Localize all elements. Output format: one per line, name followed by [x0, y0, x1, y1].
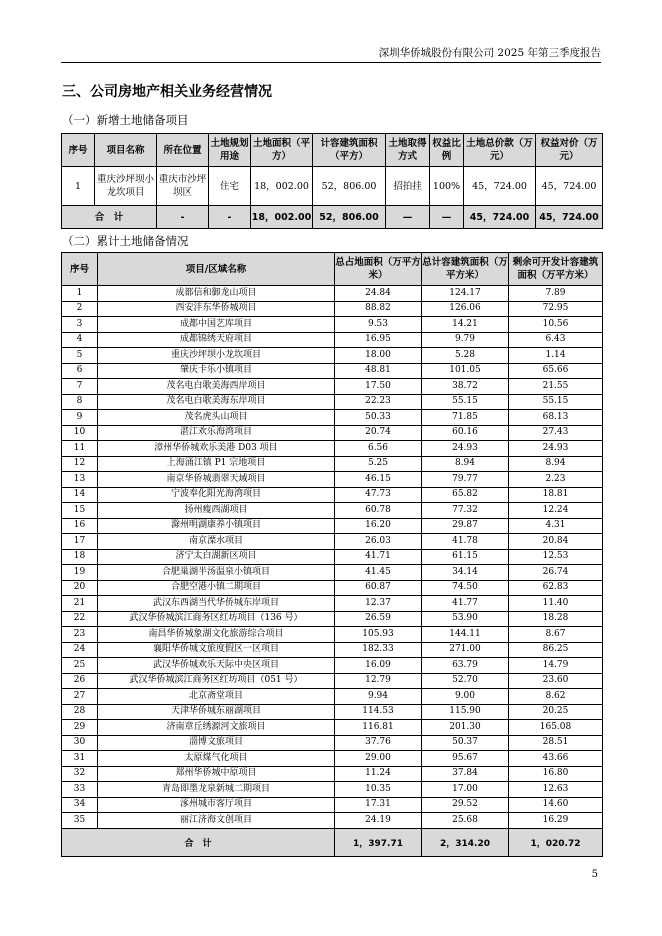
table-row	[62, 472, 603, 488]
cell-site: 17.50	[335, 379, 422, 395]
cell-site: 46.15	[335, 472, 422, 488]
cell-site: 12.37	[335, 596, 422, 612]
cell-no: 6	[62, 363, 98, 379]
total-area: 18，002.00	[251, 206, 313, 229]
cell-site: 9.94	[335, 689, 422, 705]
cell-gfa: 115.90	[422, 704, 509, 720]
cell-site: 88.82	[335, 301, 422, 317]
col-header: 项目名称	[95, 134, 157, 167]
cell-no: 1	[62, 286, 98, 302]
cell-location: 重庆市沙坪坝区	[157, 167, 209, 206]
cell-name: 成都中国艺库项目	[98, 317, 335, 333]
cell-name: 成都锦绣天府项目	[98, 332, 335, 348]
cell-no: 31	[62, 751, 98, 767]
table-row	[62, 580, 603, 596]
table-row	[62, 565, 603, 581]
cell-no: 15	[62, 503, 98, 519]
table-row	[62, 441, 603, 457]
cell-gfa: 61.15	[422, 549, 509, 565]
cell-site: 12.79	[335, 673, 422, 689]
cell-no: 13	[62, 472, 98, 488]
table-row	[62, 394, 603, 410]
cell-no: 30	[62, 735, 98, 751]
cell-remain: 86.25	[509, 642, 603, 658]
cell-remain: 2.23	[509, 472, 603, 488]
col-header: 土地取得方式	[386, 134, 430, 167]
table-row	[62, 704, 603, 720]
cell-no: 8	[62, 394, 98, 410]
cell-remain: 24.93	[509, 441, 603, 457]
col-header: 权益对价（万元）	[536, 134, 603, 167]
table-row	[62, 286, 603, 302]
cell-gfa: 63.79	[422, 658, 509, 674]
cell-no: 12	[62, 456, 98, 472]
cell-name: 丽江济海文创项目	[98, 813, 335, 829]
cell-no: 24	[62, 642, 98, 658]
cell-no: 16	[62, 518, 98, 534]
cell-remain: 26.74	[509, 565, 603, 581]
col-header: 总占地面积（万平方米）	[335, 253, 422, 286]
cell-site: 29.00	[335, 751, 422, 767]
table-row	[62, 456, 603, 472]
cell-no: 2	[62, 301, 98, 317]
cell-name: 合肥巢湖半汤温泉小镇项目	[98, 565, 335, 581]
cell-no: 11	[62, 441, 98, 457]
cell-name: 郑州华侨城中原项目	[98, 766, 335, 782]
total-use: -	[209, 206, 251, 229]
cell-site: 24.19	[335, 813, 422, 829]
cell-name: 成都信和御龙山项目	[98, 286, 335, 302]
col-header: 所在位置	[157, 134, 209, 167]
cell-remain: 14.79	[509, 658, 603, 674]
cell-gfa: 126.06	[422, 301, 509, 317]
col-header: 权益比例	[430, 134, 464, 167]
cell-no: 35	[62, 813, 98, 829]
table-row	[62, 813, 603, 829]
total-equity: 45，724.00	[536, 206, 603, 229]
cell-gfa: 17.00	[422, 782, 509, 798]
cell-name: 武汉华侨城欢乐天际中央区项目	[98, 658, 335, 674]
cell-gfa: 41.78	[422, 534, 509, 550]
total-gfa: 2，314.20	[422, 828, 509, 856]
cell-no: 33	[62, 782, 98, 798]
total-ratio: —	[430, 206, 464, 229]
cell-remain: 18.81	[509, 487, 603, 503]
new-land-header-row	[62, 134, 603, 167]
cell-name: 济宁太白湖新区项目	[98, 549, 335, 565]
cell-site: 5.25	[335, 456, 422, 472]
cell-site: 17.31	[335, 797, 422, 813]
cell-gfa: 271.00	[422, 642, 509, 658]
cell-no: 4	[62, 332, 98, 348]
cell-name: 武汉华侨城滨江商务区红坊项目（136 号）	[98, 611, 335, 627]
table-row	[62, 797, 603, 813]
total-location: -	[157, 206, 209, 229]
cell-remain: 4.31	[509, 518, 603, 534]
cell-gfa: 101.05	[422, 363, 509, 379]
cell-price: 45，724.00	[464, 167, 536, 206]
cell-gfa: 52.70	[422, 673, 509, 689]
cum-land-header-row	[62, 253, 603, 286]
table-row	[62, 549, 603, 565]
col-header: 序号	[62, 253, 98, 286]
cell-name: 南京华侨城翡翠天域项目	[98, 472, 335, 488]
cell-site: 26.59	[335, 611, 422, 627]
cell-gfa: 41.77	[422, 596, 509, 612]
cell-site: 37.76	[335, 735, 422, 751]
cell-remain: 55.15	[509, 394, 603, 410]
cell-remain: 20.84	[509, 534, 603, 550]
cell-name: 茂名电白歌美海西岸项目	[98, 379, 335, 395]
cell-site: 116.81	[335, 720, 422, 736]
cell-no: 28	[62, 704, 98, 720]
total-gfa: 52，806.00	[313, 206, 386, 229]
cell-site: 47.73	[335, 487, 422, 503]
cell-remain: 20.25	[509, 704, 603, 720]
cell-remain: 21.55	[509, 379, 603, 395]
cell-gfa: 25.68	[422, 813, 509, 829]
cell-no: 10	[62, 425, 98, 441]
cell-remain: 68.13	[509, 410, 603, 426]
total-label: 合 计	[62, 828, 335, 856]
cum-land-table	[61, 252, 603, 857]
col-header: 总计容建筑面积（万平方米）	[422, 253, 509, 286]
cell-remain: 7.89	[509, 286, 603, 302]
cell-name: 宁波奉化阳光海湾项目	[98, 487, 335, 503]
cell-name: 济南章丘绣源河文旅项目	[98, 720, 335, 736]
col-header: 土地总价款（万元）	[464, 134, 536, 167]
cell-site: 16.20	[335, 518, 422, 534]
cum-land-subtitle: （二）累计土地储备情况	[62, 234, 189, 248]
cell-remain: 28.51	[509, 735, 603, 751]
cell-site: 11.24	[335, 766, 422, 782]
cell-gfa: 55.15	[422, 394, 509, 410]
cell-gfa: 38.72	[422, 379, 509, 395]
cell-site: 60.87	[335, 580, 422, 596]
table-row	[62, 735, 603, 751]
cell-remain: 12.53	[509, 549, 603, 565]
total-price: 45，724.00	[464, 206, 536, 229]
cell-no: 27	[62, 689, 98, 705]
cell-name: 天津华侨城东丽湖项目	[98, 704, 335, 720]
cell-name: 合肥空港小镇二期项目	[98, 580, 335, 596]
total-site: 1，397.71	[335, 828, 422, 856]
cell-no: 34	[62, 797, 98, 813]
table-row	[62, 348, 603, 364]
table-row	[62, 782, 603, 798]
cell-gfa: 29.87	[422, 518, 509, 534]
cell-name: 上海涌江镇 P1 宗地项目	[98, 456, 335, 472]
cell-remain: 43.66	[509, 751, 603, 767]
report-header: 深圳华侨城股份有限公司 2025 年第三季度报告	[378, 47, 601, 59]
cell-remain: 1.14	[509, 348, 603, 364]
new-land-subtitle: （一）新增土地储备项目	[62, 113, 189, 127]
cell-gfa: 14.21	[422, 317, 509, 333]
cell-no: 7	[62, 379, 98, 395]
table-row	[62, 658, 603, 674]
cell-name: 湛江欢乐海湾项目	[98, 425, 335, 441]
cell-name: 襄阳华侨城文旅度假区一区项目	[98, 642, 335, 658]
cell-remain: 14.60	[509, 797, 603, 813]
cell-remain: 18.28	[509, 611, 603, 627]
total-label: 合 计	[62, 206, 157, 229]
cell-gfa: 77.32	[422, 503, 509, 519]
table-row	[62, 642, 603, 658]
cell-site: 10.35	[335, 782, 422, 798]
table-row	[62, 534, 603, 550]
cell-no: 14	[62, 487, 98, 503]
table-row	[62, 487, 603, 503]
cell-gfa: 53.90	[422, 611, 509, 627]
col-header: 序号	[62, 134, 95, 167]
cell-no: 23	[62, 627, 98, 643]
cell-site: 48.81	[335, 363, 422, 379]
table-row	[62, 332, 603, 348]
cell-remain: 12.63	[509, 782, 603, 798]
cell-name: 南京溧水项目	[98, 534, 335, 550]
cell-name: 滁州明湖康养小镇项目	[98, 518, 335, 534]
cell-gfa: 8.94	[422, 456, 509, 472]
cell-remain: 10.56	[509, 317, 603, 333]
cell-remain: 11.40	[509, 596, 603, 612]
cell-site: 24.84	[335, 286, 422, 302]
header-rule	[61, 62, 601, 63]
cell-name: 太原煤气化项目	[98, 751, 335, 767]
cell-name: 肇庆卡乐小镇项目	[98, 363, 335, 379]
col-header: 土地规划用途	[209, 134, 251, 167]
cell-no: 25	[62, 658, 98, 674]
cell-name: 青岛即墨龙泉新城二期项目	[98, 782, 335, 798]
cell-gfa: 124.17	[422, 286, 509, 302]
cell-site: 182.33	[335, 642, 422, 658]
cell-site: 26.03	[335, 534, 422, 550]
cell-gfa: 65.82	[422, 487, 509, 503]
cell-name: 漳州华侨城欢乐美港 D03 项目	[98, 441, 335, 457]
cell-gfa: 5.28	[422, 348, 509, 364]
cell-site: 60.78	[335, 503, 422, 519]
total-row	[62, 206, 603, 229]
cell-name: 武汉华侨城滨江商务区红坊项目（051 号）	[98, 673, 335, 689]
cell-gfa: 9.00	[422, 689, 509, 705]
section-title: 三、公司房地产相关业务经营情况	[62, 84, 272, 100]
table-row	[62, 673, 603, 689]
cell-gfa: 201.30	[422, 720, 509, 736]
cell-remain: 8.94	[509, 456, 603, 472]
cell-name: 茂名虎头山项目	[98, 410, 335, 426]
table-row	[62, 766, 603, 782]
total-remain: 1，020.72	[509, 828, 603, 856]
cell-name: 西安沣东华侨城项目	[98, 301, 335, 317]
page-number: 5	[591, 869, 598, 880]
table-row	[62, 379, 603, 395]
cell-site: 18.00	[335, 348, 422, 364]
cell-remain: 72.95	[509, 301, 603, 317]
cell-site: 41.71	[335, 549, 422, 565]
cell-site: 105.93	[335, 627, 422, 643]
cell-no: 5	[62, 348, 98, 364]
cell-site: 9.53	[335, 317, 422, 333]
cell-remain: 23.60	[509, 673, 603, 689]
cell-remain: 8.62	[509, 689, 603, 705]
table-row	[62, 503, 603, 519]
cell-no: 22	[62, 611, 98, 627]
cell-method: 招拍挂	[386, 167, 430, 206]
cell-no: 20	[62, 580, 98, 596]
cell-remain: 65.66	[509, 363, 603, 379]
cum-land-body	[62, 286, 603, 857]
col-header: 土地面积（平方）	[251, 134, 313, 167]
cell-site: 16.09	[335, 658, 422, 674]
table-row	[62, 167, 603, 206]
cell-gfa: 74.50	[422, 580, 509, 596]
table-row	[62, 363, 603, 379]
table-row	[62, 518, 603, 534]
cell-no: 3	[62, 317, 98, 333]
cell-gfa: 34.14	[422, 565, 509, 581]
table-row	[62, 689, 603, 705]
total-method: —	[386, 206, 430, 229]
cell-no: 17	[62, 534, 98, 550]
cell-gfa: 144.11	[422, 627, 509, 643]
cell-use: 住宅	[209, 167, 251, 206]
cell-gfa: 37.84	[422, 766, 509, 782]
table-row	[62, 317, 603, 333]
cell-name: 北京斋堂项目	[98, 689, 335, 705]
table-row	[62, 751, 603, 767]
cell-gfa: 50.37	[422, 735, 509, 751]
table-row	[62, 596, 603, 612]
table-row	[62, 301, 603, 317]
cell-remain: 27.43	[509, 425, 603, 441]
cell-gfa: 60.16	[422, 425, 509, 441]
cell-remain: 165.08	[509, 720, 603, 736]
cell-no: 19	[62, 565, 98, 581]
cell-name: 重庆沙坪坝小龙坎项目	[95, 167, 157, 206]
cell-remain: 8.67	[509, 627, 603, 643]
cell-site: 6.56	[335, 441, 422, 457]
cell-gfa: 9.79	[422, 332, 509, 348]
cell-name: 涿州城市客厅项目	[98, 797, 335, 813]
cell-name: 武汉东西湖当代华侨城东岸项目	[98, 596, 335, 612]
cell-no: 1	[62, 167, 95, 206]
table-row	[62, 611, 603, 627]
cell-site: 20.74	[335, 425, 422, 441]
cell-name: 扬州瘦西湖项目	[98, 503, 335, 519]
cell-gfa: 24.93	[422, 441, 509, 457]
col-header: 计容建筑面积（平方）	[313, 134, 386, 167]
table-row	[62, 720, 603, 736]
cell-name: 南昌华侨城象湖文化旅游综合项目	[98, 627, 335, 643]
cell-gfa: 71.85	[422, 410, 509, 426]
cell-remain: 12.24	[509, 503, 603, 519]
cell-gfa: 52，806.00	[313, 167, 386, 206]
cell-site: 50.33	[335, 410, 422, 426]
cell-gfa: 79.77	[422, 472, 509, 488]
cell-remain: 6.43	[509, 332, 603, 348]
cell-remain: 62.83	[509, 580, 603, 596]
cell-no: 9	[62, 410, 98, 426]
total-row	[62, 828, 603, 856]
cell-site: 16.95	[335, 332, 422, 348]
cell-no: 29	[62, 720, 98, 736]
new-land-table	[61, 133, 603, 229]
table-row	[62, 425, 603, 441]
cell-remain: 16.80	[509, 766, 603, 782]
cell-remain: 16.29	[509, 813, 603, 829]
cell-site: 41.45	[335, 565, 422, 581]
cell-name: 重庆沙坪坝小龙坎项目	[98, 348, 335, 364]
cell-no: 26	[62, 673, 98, 689]
cell-no: 32	[62, 766, 98, 782]
cell-gfa: 95.67	[422, 751, 509, 767]
cell-area: 18，002.00	[251, 167, 313, 206]
table-row	[62, 627, 603, 643]
table-row	[62, 410, 603, 426]
cell-equity: 45，724.00	[536, 167, 603, 206]
cell-site: 114.53	[335, 704, 422, 720]
cell-ratio: 100%	[430, 167, 464, 206]
col-header: 剩余可开发计容建筑面积（万平方米）	[509, 253, 603, 286]
cell-site: 22.23	[335, 394, 422, 410]
cell-no: 18	[62, 549, 98, 565]
col-header: 项目/区域名称	[98, 253, 335, 286]
cell-name: 淄博文旅项目	[98, 735, 335, 751]
cell-gfa: 29.52	[422, 797, 509, 813]
cell-name: 茂名电白歌美海东岸项目	[98, 394, 335, 410]
cell-no: 21	[62, 596, 98, 612]
